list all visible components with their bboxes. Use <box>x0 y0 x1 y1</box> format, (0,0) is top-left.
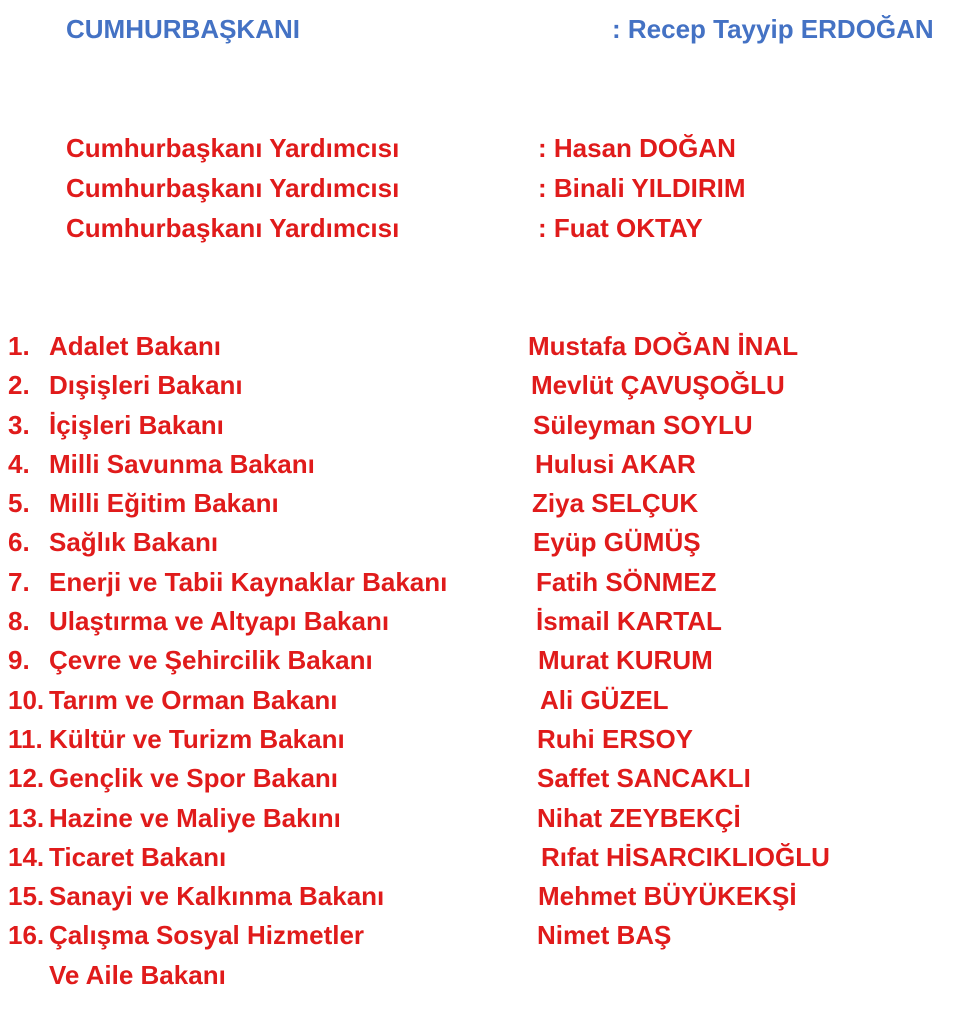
minister-title: Gençlik ve Spor Bakanı <box>49 763 339 794</box>
minister-title: İçişleri Bakanı <box>49 409 224 440</box>
minister-row <box>0 370 956 409</box>
minister-title: Sağlık Bakanı <box>49 527 219 558</box>
vice-president-list <box>0 133 956 253</box>
minister-number: 7. <box>8 566 30 597</box>
minister-number: 14. <box>8 841 45 872</box>
minister-row <box>0 724 956 763</box>
minister-name: Rıfat HİSARCIKLIOĞLU <box>541 841 830 872</box>
president-row <box>0 14 956 50</box>
minister-title: Tarım ve Orman Bakanı <box>49 684 338 715</box>
minister-row <box>0 920 956 959</box>
minister-title: Ulaştırma ve Altyapı Bakanı <box>49 606 390 637</box>
minister-title: Sanayi ve Kalkınma Bakanı <box>49 881 385 912</box>
minister-title: Hazine ve Maliye Bakını <box>49 802 341 833</box>
minister-list <box>0 331 956 999</box>
minister-number: 3. <box>8 409 30 440</box>
minister-name: Nimet BAŞ <box>537 920 672 951</box>
minister-name: Murat KURUM <box>538 645 713 676</box>
vice-president-title: Cumhurbaşkanı Yardımcısı <box>66 213 400 243</box>
minister-title-continuation-row <box>0 960 956 999</box>
minister-number: 2. <box>8 370 30 401</box>
minister-title: Çalışma Sosyal Hizmetler <box>49 920 365 951</box>
minister-row <box>0 331 956 370</box>
minister-row <box>0 606 956 645</box>
minister-row <box>0 842 956 881</box>
minister-name: Ali GÜZEL <box>540 684 669 715</box>
minister-name: Mevlüt ÇAVUŞOĞLU <box>531 370 785 401</box>
minister-name: Mustafa DOĞAN İNAL <box>528 331 799 361</box>
minister-name: Fatih SÖNMEZ <box>536 566 717 597</box>
president-title: CUMHURBAŞKANI <box>66 14 300 44</box>
minister-name: Mehmet BÜYÜKEKŞİ <box>538 881 797 912</box>
minister-title: Enerji ve Tabii Kaynaklar Bakanı <box>49 566 448 597</box>
minister-name: Ruhi ERSOY <box>537 723 694 754</box>
minister-number: 15. <box>8 881 45 912</box>
minister-name: Hulusi AKAR <box>535 448 696 479</box>
minister-number: 12. <box>8 763 45 794</box>
minister-number: 16. <box>8 920 45 951</box>
minister-title: Milli Eğitim Bakanı <box>49 488 279 519</box>
minister-row <box>0 803 956 842</box>
vice-president-row <box>0 213 956 253</box>
minister-title-continuation: Ve Aile Bakanı <box>49 959 226 990</box>
vice-president-row <box>0 133 956 173</box>
vice-president-name: : Binali YILDIRIM <box>538 173 746 203</box>
minister-title: Çevre ve Şehircilik Bakanı <box>49 645 373 676</box>
minister-title: Adalet Bakanı <box>49 331 221 361</box>
minister-name: Nihat ZEYBEKÇİ <box>537 802 741 833</box>
vice-president-name: : Hasan DOĞAN <box>538 133 736 163</box>
minister-name: Süleyman SOYLU <box>533 409 753 440</box>
vice-president-title: Cumhurbaşkanı Yardımcısı <box>66 173 400 203</box>
minister-number: 11. <box>8 723 43 754</box>
minister-name: Eyüp GÜMÜŞ <box>533 527 701 558</box>
minister-row <box>0 410 956 449</box>
vice-president-row <box>0 173 956 213</box>
minister-row <box>0 488 956 527</box>
minister-name: Saffet SANCAKLI <box>537 763 751 794</box>
minister-row <box>0 763 956 802</box>
minister-row <box>0 881 956 920</box>
vice-president-name: : Fuat OKTAY <box>538 213 703 243</box>
minister-number: 5. <box>8 488 30 519</box>
minister-row <box>0 527 956 566</box>
president-name: : Recep Tayyip ERDOĞAN <box>612 14 934 44</box>
minister-number: 4. <box>8 448 30 479</box>
minister-title: Ticaret Bakanı <box>49 841 227 872</box>
minister-row <box>0 449 956 488</box>
minister-name: Ziya SELÇUK <box>532 488 699 519</box>
minister-name: İsmail KARTAL <box>536 606 722 637</box>
minister-title: Dışişleri Bakanı <box>49 370 243 401</box>
vice-president-title: Cumhurbaşkanı Yardımcısı <box>66 133 400 163</box>
minister-row <box>0 685 956 724</box>
minister-number: 6. <box>8 527 30 558</box>
minister-title: Kültür ve Turizm Bakanı <box>49 723 345 754</box>
minister-number: 8. <box>8 606 30 637</box>
minister-row <box>0 645 956 684</box>
minister-number: 10. <box>8 684 45 715</box>
minister-row <box>0 567 956 606</box>
minister-number: 13. <box>8 802 45 833</box>
minister-title: Milli Savunma Bakanı <box>49 448 315 479</box>
minister-number: 9. <box>8 645 30 676</box>
minister-number: 1. <box>8 331 30 361</box>
